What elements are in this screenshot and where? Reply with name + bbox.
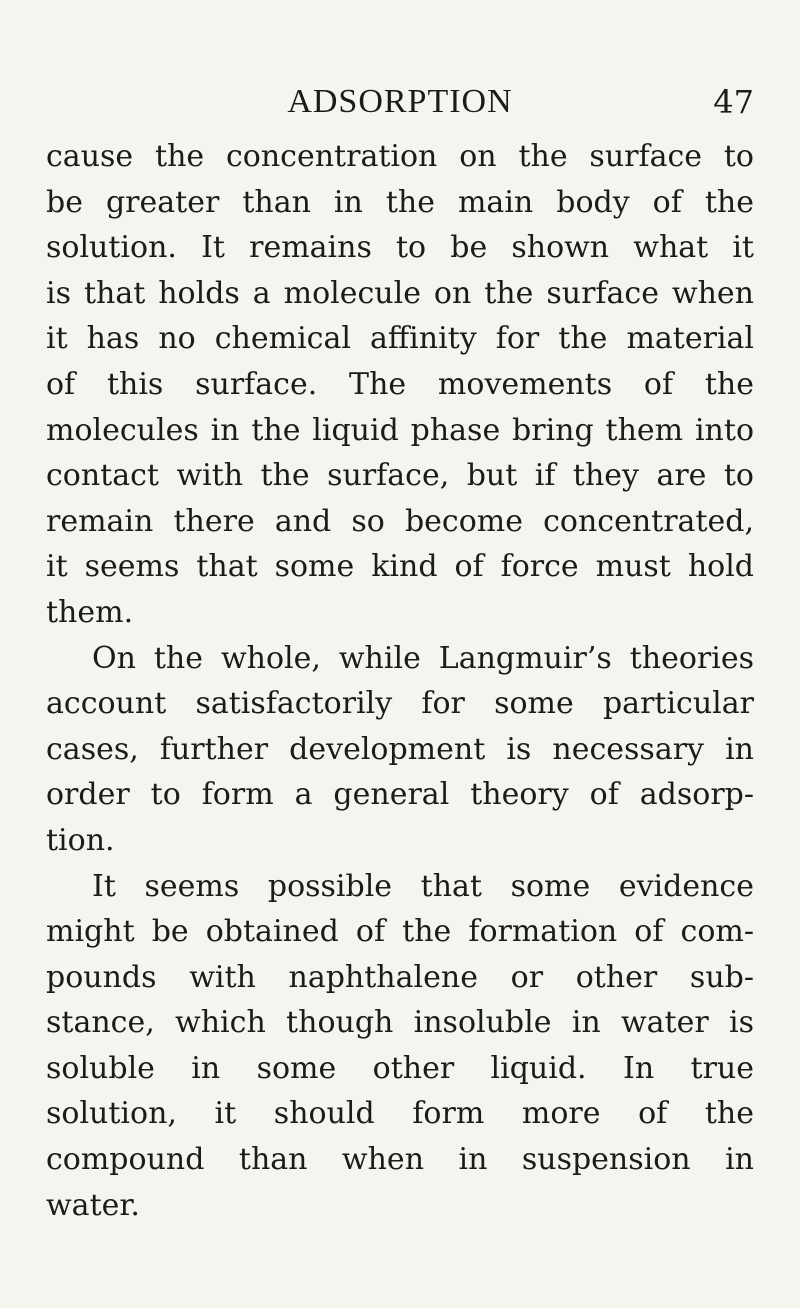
text-line: solution. It remains to be shown what it (46, 230, 754, 266)
text-line: pounds with naphthalene or other sub- (46, 959, 754, 995)
text-line: remain there and so become concentrated, (46, 503, 754, 539)
body-text (46, 134, 754, 1228)
text-line: account satisfactorily for some particular (46, 686, 754, 722)
text-line: water. (46, 1187, 140, 1223)
text-line: order to form a general theory of adsorp- (46, 777, 754, 813)
page-header (46, 82, 754, 122)
page-number: 47 (713, 83, 754, 121)
text-line: cause the concentration on the surface to (46, 139, 754, 174)
text-line: it has no chemical affinity for the material (46, 321, 754, 357)
text-line: might be obtained of the formation of com- (46, 914, 754, 950)
text-line: It seems possible that some evidence (92, 868, 754, 904)
text-line: On the whole, while Langmuir’s theories (92, 640, 754, 676)
text-line: compound than when in suspension in (46, 1142, 754, 1178)
text-line: cases, further development is necessary in (46, 731, 754, 767)
text-line: them. (46, 594, 134, 630)
text-line: stance, which though insoluble in water is (46, 1005, 754, 1041)
running-head: ADSORPTION (287, 83, 513, 120)
text-line: solution, it should form more of the (46, 1096, 754, 1132)
text-line: it seems that some kind of force must hold (46, 549, 754, 585)
text-line: molecules in the liquid phase bring them into (46, 412, 754, 448)
text-line: tion. (46, 822, 115, 858)
text-line: be greater than in the main body of the (46, 184, 754, 220)
text-line: soluble in some other liquid. In true (46, 1050, 754, 1086)
text-line: is that holds a molecule on the surface when (46, 275, 754, 311)
text-line: of this surface. The movements of the (46, 366, 754, 402)
text-line: contact with the surface, but if they are to (46, 458, 754, 494)
